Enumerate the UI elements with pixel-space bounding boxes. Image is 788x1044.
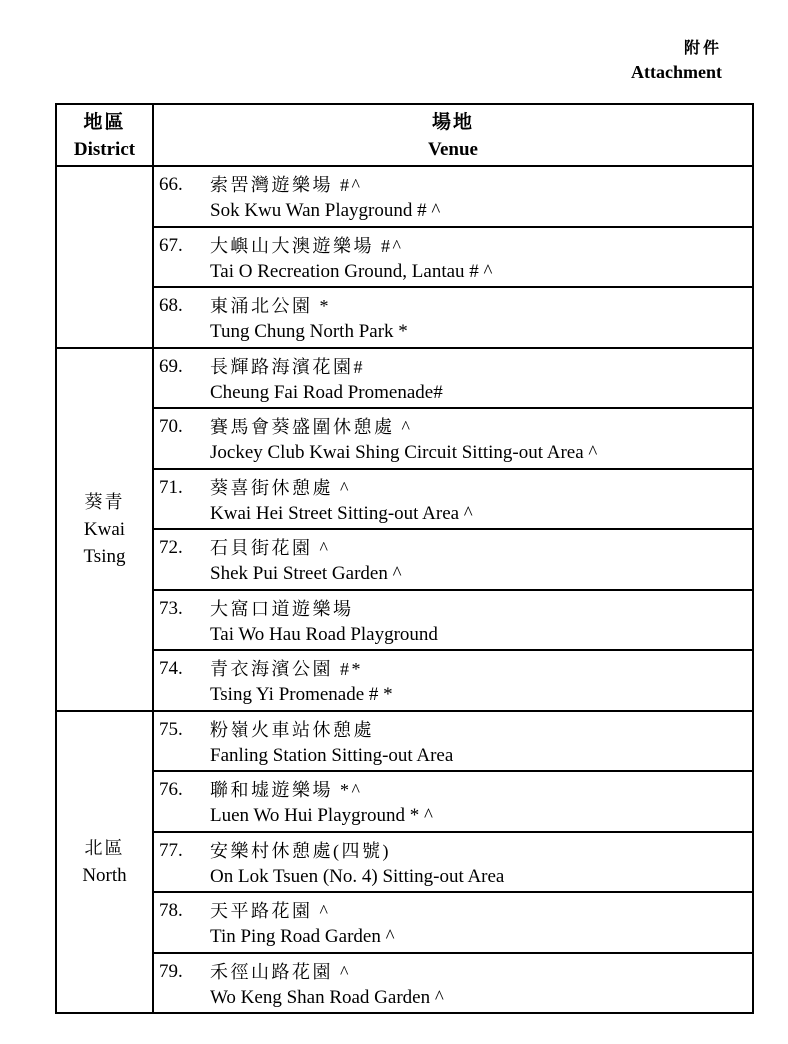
venue-name-en: Wo Keng Shan Road Garden ^ bbox=[210, 986, 444, 1008]
venue-number: 69. bbox=[159, 355, 183, 377]
venue-number: 75. bbox=[159, 718, 183, 740]
venue-name-en: Sok Kwu Wan Playground # ^ bbox=[210, 200, 441, 221]
venue-cell-76 bbox=[153, 771, 753, 832]
venue-column-header bbox=[153, 104, 753, 166]
table-row bbox=[56, 771, 753, 832]
venue-name-en: Tin Ping Road Garden ^ bbox=[210, 926, 395, 947]
venue-number: 79. bbox=[159, 960, 183, 982]
venue-cell-67 bbox=[153, 227, 753, 288]
venue-name-zh: 大窩口道遊樂場 bbox=[210, 598, 354, 619]
venue-number: 72. bbox=[159, 537, 183, 558]
venue-name-zh: 石貝街花園 ^ bbox=[210, 538, 331, 558]
venue-name-zh: 葵喜街休憩處 ^ bbox=[210, 477, 351, 498]
district-name-zh: 北區 bbox=[84, 837, 125, 858]
district-name-en: Tsing bbox=[83, 545, 126, 567]
venue-name-en: Kwai Hei Street Sitting-out Area ^ bbox=[210, 502, 473, 524]
venue-name-en: Tsing Yi Promenade # * bbox=[210, 684, 393, 705]
district-header-zh: 地區 bbox=[83, 112, 126, 133]
venue-number: 73. bbox=[159, 597, 183, 619]
table-row bbox=[56, 408, 753, 469]
venue-number: 78. bbox=[159, 900, 183, 921]
venue-name-zh: 大嶼山大澳遊樂場 #^ bbox=[210, 235, 404, 256]
venue-cell-74 bbox=[153, 650, 753, 711]
venue-name-en: On Lok Tsuen (No. 4) Sitting-out Area bbox=[210, 865, 505, 887]
venue-cell-68 bbox=[153, 287, 753, 348]
venue-name-en: Cheung Fai Road Promenade# bbox=[210, 381, 443, 403]
venue-name-en: Jockey Club Kwai Shing Circuit Sitting-out Area ^ bbox=[210, 442, 598, 463]
table-row bbox=[56, 953, 753, 1014]
venue-name-en: Tai O Recreation Ground, Lantau # ^ bbox=[210, 260, 493, 282]
venue-name-en: Tung Chung North Park * bbox=[210, 321, 408, 342]
district-header-en: District bbox=[73, 139, 136, 160]
venue-name-zh: 聯和墟遊樂場 *^ bbox=[210, 780, 363, 800]
district-cell-blank bbox=[56, 166, 153, 348]
attachment-label bbox=[631, 38, 722, 84]
venue-name-en: Shek Pui Street Garden ^ bbox=[210, 563, 402, 584]
venue-cell-71 bbox=[153, 469, 753, 530]
district-name-en: North bbox=[82, 864, 127, 886]
attachment-label-zh: 附件 bbox=[683, 40, 722, 57]
table-row bbox=[56, 348, 753, 409]
table-row bbox=[56, 892, 753, 953]
venue-cell-79 bbox=[153, 953, 753, 1014]
district-name-zh: 葵青 bbox=[84, 491, 125, 512]
venue-header-zh: 場地 bbox=[431, 112, 474, 133]
table-row bbox=[56, 650, 753, 711]
venue-name-zh: 青衣海濱公園 #* bbox=[210, 659, 363, 679]
venue-name-zh: 天平路花園 ^ bbox=[210, 901, 331, 921]
venue-number: 74. bbox=[159, 658, 183, 679]
table-row bbox=[56, 227, 753, 288]
venue-name-zh: 禾徑山路花園 ^ bbox=[210, 961, 351, 982]
table-row bbox=[56, 469, 753, 530]
venue-cell-69 bbox=[153, 348, 753, 409]
venue-number: 68. bbox=[159, 295, 183, 316]
venue-cell-78 bbox=[153, 892, 753, 953]
venue-cell-77 bbox=[153, 832, 753, 893]
venue-number: 77. bbox=[159, 839, 183, 861]
district-cell-kwai-tsing bbox=[56, 348, 153, 711]
venue-cell-66 bbox=[153, 166, 753, 227]
venue-header-en: Venue bbox=[428, 139, 478, 160]
venue-table bbox=[55, 103, 754, 1014]
venue-cell-72 bbox=[153, 529, 753, 590]
venue-cell-75 bbox=[153, 711, 753, 772]
venue-number: 70. bbox=[159, 416, 183, 437]
venue-name-en: Luen Wo Hui Playground * ^ bbox=[210, 805, 433, 826]
venue-name-zh: 長輝路海濱花園# bbox=[210, 356, 365, 377]
venue-number: 66. bbox=[159, 174, 183, 195]
venue-name-zh: 索罟灣遊樂場 #^ bbox=[210, 175, 363, 195]
table-row bbox=[56, 529, 753, 590]
venue-name-en: Fanling Station Sitting-out Area bbox=[210, 744, 454, 766]
table-row bbox=[56, 287, 753, 348]
venue-number: 67. bbox=[159, 234, 183, 256]
venue-cell-70 bbox=[153, 408, 753, 469]
table-header-row bbox=[56, 104, 753, 166]
table-row bbox=[56, 832, 753, 893]
venue-name-en: Tai Wo Hau Road Playground bbox=[210, 623, 438, 645]
venue-name-zh: 賽馬會葵盛圍休憩處 ^ bbox=[210, 417, 413, 437]
venue-cell-73 bbox=[153, 590, 753, 651]
table-row bbox=[56, 590, 753, 651]
district-column-header bbox=[56, 104, 153, 166]
venue-name-zh: 東涌北公園 * bbox=[210, 296, 331, 316]
venue-number: 76. bbox=[159, 779, 183, 800]
attachment-label-en: Attachment bbox=[631, 62, 722, 82]
table-row bbox=[56, 166, 753, 227]
district-cell-north bbox=[56, 711, 153, 1014]
venue-name-zh: 粉嶺火車站休憩處 bbox=[210, 719, 374, 740]
table-row bbox=[56, 711, 753, 772]
venue-number: 71. bbox=[159, 476, 183, 498]
district-name-en: Kwai bbox=[83, 518, 126, 540]
venue-name-zh: 安樂村休憩處(四號) bbox=[210, 840, 391, 861]
